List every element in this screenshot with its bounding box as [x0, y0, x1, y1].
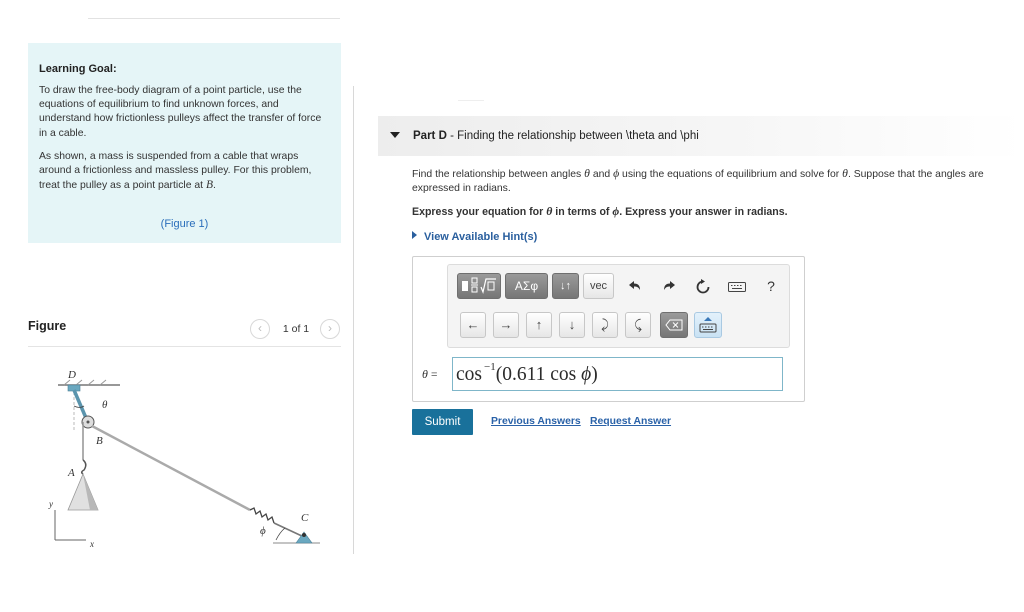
figure-page-count: 1 of 1	[282, 323, 310, 335]
hook	[82, 460, 86, 474]
collapse-arrow-icon[interactable]	[390, 132, 400, 138]
arrow-right-button[interactable]: →	[493, 312, 519, 338]
label-x: x	[90, 539, 94, 549]
part-title[interactable]: Part D - Finding the relationship between \theta and \phi	[413, 130, 699, 142]
keyboard-toggle-icon	[699, 316, 717, 334]
spring-coil	[250, 508, 274, 523]
help-button[interactable]: ?	[767, 278, 775, 294]
arrow-left-button[interactable]: ←	[460, 312, 486, 338]
figure-heading: Figure	[28, 319, 67, 333]
pulley-arm	[74, 390, 86, 418]
top-divider	[88, 18, 340, 19]
templates-button[interactable]	[457, 273, 501, 299]
curve-right-button[interactable]: ⤸	[592, 312, 618, 338]
answer-input[interactable]: cos $^{-1}$(0.611 cos ϕ)	[452, 357, 783, 391]
figure-prev-button[interactable]	[250, 319, 270, 339]
label-theta: θ	[102, 399, 108, 411]
vector-button[interactable]: vec	[583, 273, 614, 299]
answer-variable-label: θ =	[422, 367, 438, 381]
curve-left-button[interactable]: ⤹	[625, 312, 651, 338]
arrow-up-button[interactable]: ↑	[526, 312, 552, 338]
problem-description: As shown, a mass is suspended from a cable that wraps around a frictionless and massless pulley. For this problem, treat the pulley as a point particle at B.	[39, 150, 312, 192]
greek-symbols-button[interactable]: ΑΣφ	[505, 273, 548, 299]
figure-link[interactable]: (Figure 1)	[160, 218, 209, 230]
expand-arrow-icon	[412, 231, 417, 239]
label-phi: ϕ	[260, 525, 266, 537]
view-hints-link[interactable]: View Available Hint(s)	[412, 231, 537, 243]
column-divider	[353, 86, 354, 554]
figure-divider	[28, 346, 341, 347]
phi-arc	[276, 528, 285, 540]
reset-icon	[695, 279, 711, 295]
redo-button[interactable]	[658, 273, 680, 299]
swap-button[interactable]: ↓↑	[552, 273, 579, 299]
pulley-figure	[28, 360, 328, 555]
redo-icon	[661, 280, 677, 294]
request-answer-link[interactable]: Request Answer	[590, 416, 672, 427]
label-D: D	[68, 369, 76, 381]
figure-next-button[interactable]	[320, 319, 340, 339]
label-y: y	[49, 499, 53, 509]
question-text: Find the relationship between angles θ and ϕ using the equations of equilibrium and solve for θ. Suppose that the angles are expressed in radians.	[412, 166, 984, 195]
show-keyboard-button[interactable]	[694, 312, 722, 338]
submit-button[interactable]: Submit	[412, 409, 473, 435]
cable-diagonal	[92, 426, 250, 510]
faint-divider	[458, 100, 484, 101]
learning-goal-panel	[28, 43, 341, 243]
anchor-pin	[302, 533, 306, 537]
pulley-axle	[87, 421, 90, 424]
label-C: C	[301, 512, 309, 524]
figure-pager	[250, 319, 341, 339]
fraction-sqrt-icon	[459, 275, 499, 297]
learning-goal-title: Learning Goal:	[39, 63, 117, 75]
undo-button[interactable]	[624, 273, 646, 299]
reset-button[interactable]	[692, 273, 714, 299]
label-B: B	[96, 435, 103, 447]
arrow-down-button[interactable]: ↓	[559, 312, 585, 338]
chevron-right-icon: ›	[328, 321, 332, 335]
backspace-button[interactable]	[660, 312, 688, 338]
previous-answers-link[interactable]: Previous Answers	[491, 416, 581, 427]
keyboard-icon	[728, 281, 746, 293]
label-A: A	[68, 467, 75, 479]
undo-icon	[627, 280, 643, 294]
chevron-left-icon: ‹	[258, 321, 262, 335]
backspace-icon	[665, 319, 683, 331]
answer-instructions: Express your equation for θ in terms of ϕ. Express your answer in radians.	[412, 204, 788, 218]
learning-goal-text: To draw the free-body diagram of a point particle, use the equations of equilibrium to find unknown forces, and understand how frictionless pulleys affect the transfer of force in a cable.	[39, 85, 322, 139]
keyboard-button[interactable]	[726, 273, 748, 299]
math-toolbar	[447, 264, 790, 348]
